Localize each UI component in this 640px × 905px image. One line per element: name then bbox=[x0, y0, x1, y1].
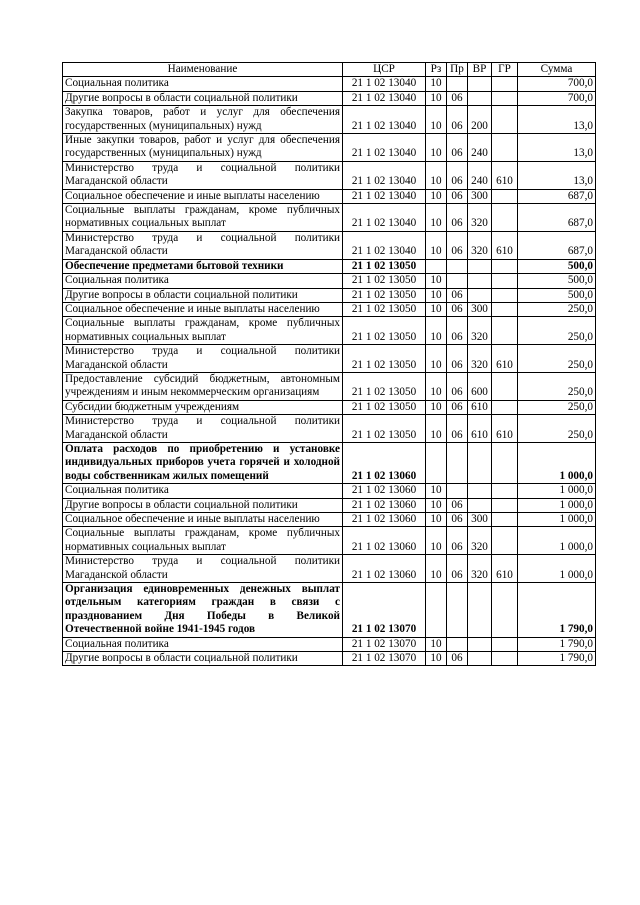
cell-sum: 250,0 bbox=[518, 400, 596, 414]
table-row bbox=[63, 583, 596, 638]
cell-gr bbox=[492, 106, 518, 134]
cell-rz bbox=[426, 259, 447, 273]
cell-csr: 21 1 02 13040 bbox=[343, 106, 426, 134]
cell-csr: 21 1 02 13040 bbox=[343, 161, 426, 189]
cell-csr: 21 1 02 13040 bbox=[343, 77, 426, 91]
cell-name: Социальная политика bbox=[63, 484, 343, 498]
table-row bbox=[63, 204, 596, 232]
table-row bbox=[63, 527, 596, 555]
cell-csr: 21 1 02 13040 bbox=[343, 91, 426, 105]
cell-csr: 21 1 02 13060 bbox=[343, 498, 426, 512]
cell-sum: 1 790,0 bbox=[518, 652, 596, 666]
table-row bbox=[63, 317, 596, 345]
cell-pr bbox=[447, 274, 468, 288]
cell-sum: 1 000,0 bbox=[518, 555, 596, 583]
cell-rz: 10 bbox=[426, 91, 447, 105]
cell-csr: 21 1 02 13060 bbox=[343, 484, 426, 498]
cell-vr: 320 bbox=[468, 204, 492, 232]
cell-name: Министерство труда и социальной политики Магаданской области bbox=[63, 345, 343, 373]
table-row bbox=[63, 259, 596, 273]
cell-pr: 06 bbox=[447, 498, 468, 512]
cell-rz: 10 bbox=[426, 400, 447, 414]
cell-rz: 10 bbox=[426, 484, 447, 498]
cell-sum: 1 000,0 bbox=[518, 498, 596, 512]
cell-name: Министерство труда и социальной политики Магаданской области bbox=[63, 415, 343, 443]
cell-vr bbox=[468, 288, 492, 302]
cell-pr: 06 bbox=[447, 189, 468, 203]
cell-name: Социальное обеспечение и иные выплаты населению bbox=[63, 302, 343, 316]
cell-csr: 21 1 02 13070 bbox=[343, 637, 426, 651]
cell-gr bbox=[492, 583, 518, 638]
cell-csr: 21 1 02 13050 bbox=[343, 274, 426, 288]
cell-sum: 700,0 bbox=[518, 91, 596, 105]
cell-gr bbox=[492, 302, 518, 316]
table-row bbox=[63, 513, 596, 527]
cell-name: Социальная политика bbox=[63, 274, 343, 288]
cell-name: Закупка товаров, работ и услуг для обеспечения государственных (муниципальных) нужд bbox=[63, 106, 343, 134]
cell-rz: 10 bbox=[426, 555, 447, 583]
cell-name: Другие вопросы в области социальной политики bbox=[63, 498, 343, 512]
cell-gr: 610 bbox=[492, 415, 518, 443]
table-row bbox=[63, 652, 596, 666]
cell-pr bbox=[447, 259, 468, 273]
cell-rz: 10 bbox=[426, 513, 447, 527]
cell-pr: 06 bbox=[447, 513, 468, 527]
cell-vr: 300 bbox=[468, 302, 492, 316]
table-row bbox=[63, 442, 596, 483]
table-row bbox=[63, 302, 596, 316]
header-vr: ВР bbox=[468, 63, 492, 77]
cell-pr bbox=[447, 442, 468, 483]
cell-sum: 250,0 bbox=[518, 415, 596, 443]
budget-table bbox=[62, 62, 596, 666]
cell-name: Другие вопросы в области социальной политики bbox=[63, 91, 343, 105]
cell-vr: 610 bbox=[468, 415, 492, 443]
cell-pr bbox=[447, 637, 468, 651]
cell-gr: 610 bbox=[492, 345, 518, 373]
cell-sum: 687,0 bbox=[518, 231, 596, 259]
header-gr: ГР bbox=[492, 63, 518, 77]
table-row bbox=[63, 372, 596, 400]
cell-gr bbox=[492, 204, 518, 232]
cell-vr bbox=[468, 498, 492, 512]
cell-gr bbox=[492, 317, 518, 345]
cell-pr: 06 bbox=[447, 555, 468, 583]
cell-vr: 610 bbox=[468, 400, 492, 414]
cell-gr bbox=[492, 442, 518, 483]
cell-name: Оплата расходов по приобретению и установке индивидуальных приборов учета горячей и холодной воды собственникам жилых помещений bbox=[63, 442, 343, 483]
cell-sum: 13,0 bbox=[518, 134, 596, 162]
document-page bbox=[62, 62, 595, 666]
cell-gr bbox=[492, 91, 518, 105]
cell-gr bbox=[492, 134, 518, 162]
cell-csr: 21 1 02 13050 bbox=[343, 302, 426, 316]
cell-vr bbox=[468, 484, 492, 498]
cell-vr: 300 bbox=[468, 513, 492, 527]
cell-gr bbox=[492, 372, 518, 400]
cell-csr: 21 1 02 13040 bbox=[343, 189, 426, 203]
cell-pr: 06 bbox=[447, 317, 468, 345]
cell-sum: 1 790,0 bbox=[518, 583, 596, 638]
cell-rz: 10 bbox=[426, 106, 447, 134]
cell-rz: 10 bbox=[426, 317, 447, 345]
cell-vr bbox=[468, 637, 492, 651]
cell-rz bbox=[426, 442, 447, 483]
header-rz: Рз bbox=[426, 63, 447, 77]
table-row bbox=[63, 400, 596, 414]
table-row bbox=[63, 637, 596, 651]
cell-vr: 240 bbox=[468, 161, 492, 189]
cell-rz: 10 bbox=[426, 288, 447, 302]
cell-csr: 21 1 02 13050 bbox=[343, 288, 426, 302]
cell-name: Другие вопросы в области социальной политики bbox=[63, 288, 343, 302]
cell-gr: 610 bbox=[492, 555, 518, 583]
cell-gr: 610 bbox=[492, 161, 518, 189]
cell-vr: 320 bbox=[468, 555, 492, 583]
cell-sum: 250,0 bbox=[518, 302, 596, 316]
table-row bbox=[63, 498, 596, 512]
cell-rz bbox=[426, 583, 447, 638]
table-header-row bbox=[63, 63, 596, 77]
cell-csr: 21 1 02 13050 bbox=[343, 259, 426, 273]
header-csr: ЦСР bbox=[343, 63, 426, 77]
cell-name: Социальная политика bbox=[63, 77, 343, 91]
cell-csr: 21 1 02 13060 bbox=[343, 513, 426, 527]
cell-gr bbox=[492, 259, 518, 273]
table-row bbox=[63, 91, 596, 105]
cell-gr: 610 bbox=[492, 231, 518, 259]
cell-pr: 06 bbox=[447, 302, 468, 316]
cell-sum: 250,0 bbox=[518, 345, 596, 373]
cell-pr: 06 bbox=[447, 527, 468, 555]
cell-rz: 10 bbox=[426, 231, 447, 259]
cell-sum: 500,0 bbox=[518, 274, 596, 288]
cell-gr bbox=[492, 274, 518, 288]
cell-gr bbox=[492, 77, 518, 91]
cell-pr: 06 bbox=[447, 134, 468, 162]
header-pr: Пр bbox=[447, 63, 468, 77]
cell-pr bbox=[447, 583, 468, 638]
cell-sum: 687,0 bbox=[518, 204, 596, 232]
cell-sum: 1 000,0 bbox=[518, 484, 596, 498]
cell-pr: 06 bbox=[447, 415, 468, 443]
cell-name: Другие вопросы в области социальной политики bbox=[63, 652, 343, 666]
cell-name: Предоставление субсидий бюджетным, автономным учреждениям и иным некоммерческим организациям bbox=[63, 372, 343, 400]
cell-gr bbox=[492, 484, 518, 498]
cell-rz: 10 bbox=[426, 134, 447, 162]
cell-sum: 1 000,0 bbox=[518, 527, 596, 555]
cell-name: Социальная политика bbox=[63, 637, 343, 651]
cell-pr: 06 bbox=[447, 231, 468, 259]
table-row bbox=[63, 189, 596, 203]
cell-vr: 600 bbox=[468, 372, 492, 400]
table-row bbox=[63, 134, 596, 162]
cell-pr: 06 bbox=[447, 372, 468, 400]
cell-gr bbox=[492, 189, 518, 203]
cell-vr bbox=[468, 274, 492, 288]
cell-rz: 10 bbox=[426, 274, 447, 288]
cell-pr: 06 bbox=[447, 91, 468, 105]
cell-sum: 1 000,0 bbox=[518, 513, 596, 527]
cell-name: Социальное обеспечение и иные выплаты населению bbox=[63, 189, 343, 203]
cell-sum: 500,0 bbox=[518, 259, 596, 273]
cell-pr bbox=[447, 484, 468, 498]
cell-csr: 21 1 02 13050 bbox=[343, 372, 426, 400]
cell-pr: 06 bbox=[447, 288, 468, 302]
cell-csr: 21 1 02 13040 bbox=[343, 204, 426, 232]
cell-vr bbox=[468, 583, 492, 638]
cell-sum: 13,0 bbox=[518, 106, 596, 134]
cell-rz: 10 bbox=[426, 189, 447, 203]
cell-pr bbox=[447, 77, 468, 91]
cell-vr: 320 bbox=[468, 527, 492, 555]
cell-vr bbox=[468, 652, 492, 666]
cell-rz: 10 bbox=[426, 372, 447, 400]
cell-sum: 250,0 bbox=[518, 372, 596, 400]
cell-csr: 21 1 02 13040 bbox=[343, 231, 426, 259]
cell-rz: 10 bbox=[426, 302, 447, 316]
table-row bbox=[63, 415, 596, 443]
cell-pr: 06 bbox=[447, 345, 468, 373]
cell-gr bbox=[492, 288, 518, 302]
cell-sum: 1 000,0 bbox=[518, 442, 596, 483]
cell-sum: 500,0 bbox=[518, 288, 596, 302]
cell-vr bbox=[468, 77, 492, 91]
cell-gr bbox=[492, 652, 518, 666]
cell-rz: 10 bbox=[426, 498, 447, 512]
cell-pr: 06 bbox=[447, 400, 468, 414]
cell-name: Иные закупки товаров, работ и услуг для обеспечения государственных (муниципальных) нужд bbox=[63, 134, 343, 162]
cell-gr bbox=[492, 637, 518, 651]
table-body bbox=[63, 77, 596, 666]
cell-csr: 21 1 02 13070 bbox=[343, 652, 426, 666]
cell-pr: 06 bbox=[447, 652, 468, 666]
cell-gr bbox=[492, 527, 518, 555]
cell-sum: 13,0 bbox=[518, 161, 596, 189]
cell-rz: 10 bbox=[426, 204, 447, 232]
cell-gr bbox=[492, 400, 518, 414]
cell-vr: 320 bbox=[468, 231, 492, 259]
table-row bbox=[63, 484, 596, 498]
cell-rz: 10 bbox=[426, 161, 447, 189]
cell-name: Социальные выплаты гражданам, кроме публичных нормативных социальных выплат bbox=[63, 317, 343, 345]
cell-csr: 21 1 02 13060 bbox=[343, 555, 426, 583]
cell-csr: 21 1 02 13050 bbox=[343, 317, 426, 345]
cell-csr: 21 1 02 13050 bbox=[343, 345, 426, 373]
cell-vr: 320 bbox=[468, 317, 492, 345]
cell-name: Министерство труда и социальной политики Магаданской области bbox=[63, 231, 343, 259]
cell-rz: 10 bbox=[426, 637, 447, 651]
cell-pr: 06 bbox=[447, 106, 468, 134]
cell-csr: 21 1 02 13060 bbox=[343, 442, 426, 483]
cell-vr bbox=[468, 442, 492, 483]
cell-name: Социальное обеспечение и иные выплаты населению bbox=[63, 513, 343, 527]
table-row bbox=[63, 274, 596, 288]
cell-csr: 21 1 02 13070 bbox=[343, 583, 426, 638]
cell-rz: 10 bbox=[426, 652, 447, 666]
header-sum: Сумма bbox=[518, 63, 596, 77]
cell-sum: 700,0 bbox=[518, 77, 596, 91]
cell-vr: 320 bbox=[468, 345, 492, 373]
cell-name: Социальные выплаты гражданам, кроме публичных нормативных социальных выплат bbox=[63, 527, 343, 555]
cell-sum: 1 790,0 bbox=[518, 637, 596, 651]
cell-vr bbox=[468, 91, 492, 105]
table-row bbox=[63, 288, 596, 302]
table-row bbox=[63, 231, 596, 259]
cell-name: Организация единовременных денежных выплат отдельным категориям граждан в связи с празднованием Дня Победы в Великой Отечественной войне 1941-1945 годов bbox=[63, 583, 343, 638]
cell-name: Министерство труда и социальной политики Магаданской области bbox=[63, 555, 343, 583]
cell-vr bbox=[468, 259, 492, 273]
cell-rz: 10 bbox=[426, 527, 447, 555]
cell-csr: 21 1 02 13040 bbox=[343, 134, 426, 162]
cell-rz: 10 bbox=[426, 77, 447, 91]
cell-rz: 10 bbox=[426, 345, 447, 373]
cell-name: Социальные выплаты гражданам, кроме публичных нормативных социальных выплат bbox=[63, 204, 343, 232]
cell-name: Субсидии бюджетным учреждениям bbox=[63, 400, 343, 414]
cell-name: Обеспечение предметами бытовой техники bbox=[63, 259, 343, 273]
cell-rz: 10 bbox=[426, 415, 447, 443]
cell-name: Министерство труда и социальной политики Магаданской области bbox=[63, 161, 343, 189]
table-row bbox=[63, 106, 596, 134]
cell-vr: 300 bbox=[468, 189, 492, 203]
cell-gr bbox=[492, 498, 518, 512]
table-row bbox=[63, 161, 596, 189]
cell-csr: 21 1 02 13050 bbox=[343, 415, 426, 443]
cell-sum: 687,0 bbox=[518, 189, 596, 203]
cell-csr: 21 1 02 13050 bbox=[343, 400, 426, 414]
cell-pr: 06 bbox=[447, 204, 468, 232]
header-name: Наименование bbox=[63, 63, 343, 77]
cell-pr: 06 bbox=[447, 161, 468, 189]
cell-sum: 250,0 bbox=[518, 317, 596, 345]
cell-vr: 240 bbox=[468, 134, 492, 162]
table-row bbox=[63, 555, 596, 583]
cell-gr bbox=[492, 513, 518, 527]
table-row bbox=[63, 345, 596, 373]
table-row bbox=[63, 77, 596, 91]
cell-vr: 200 bbox=[468, 106, 492, 134]
cell-csr: 21 1 02 13060 bbox=[343, 527, 426, 555]
